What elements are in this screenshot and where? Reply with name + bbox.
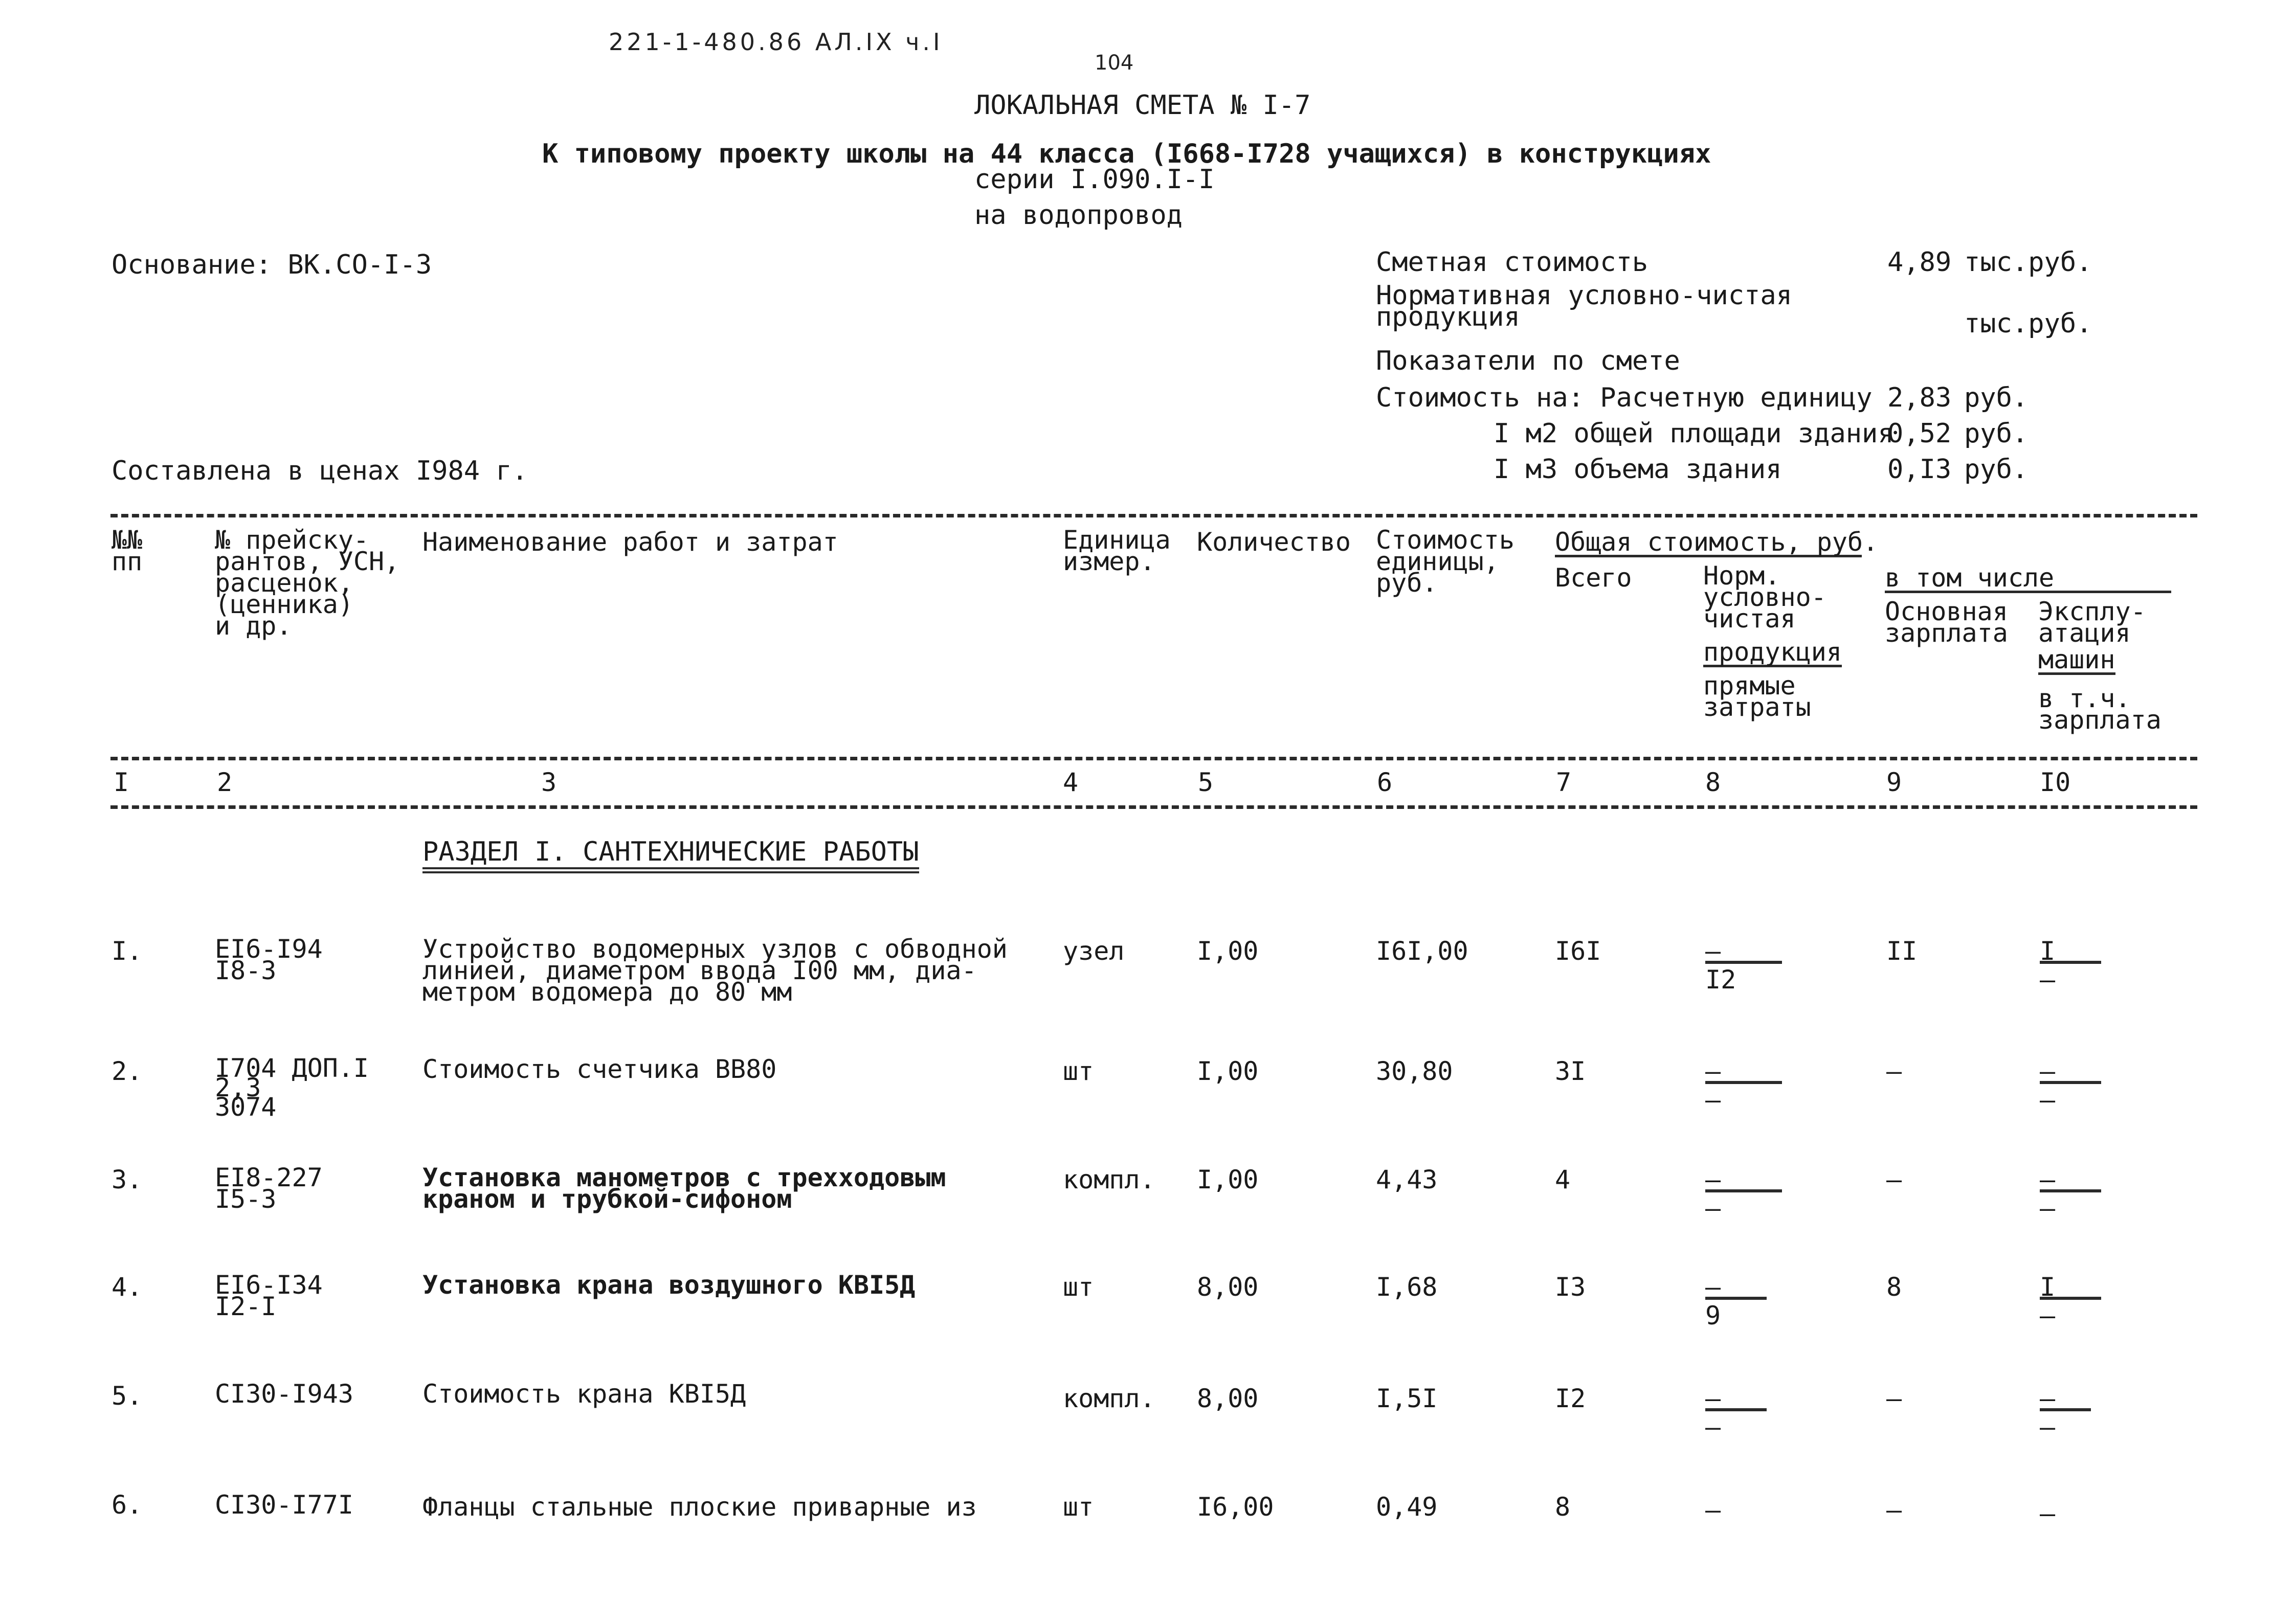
row-machine-salary-value: – [2040,1412,2056,1442]
row-base-salary: – [1886,1384,1902,1413]
col-number-1: I [114,768,129,797]
cost-per-unit-value: 2,83 [1887,382,1952,413]
col-header-number: №№ пп [112,525,143,576]
row-normative-fraction [1705,1386,1767,1440]
row-quantity: I,00 [1197,1165,1259,1194]
row-work-name: Фланцы стальные плоские приварные из [422,1492,977,1522]
estimated-cost-value: 4,89 [1887,247,1952,278]
row-machine-salary-value: – [2040,965,2056,995]
row-normative-value: – [1705,1167,1782,1192]
row-machine-salary-value: – [2040,1085,2056,1115]
row-unit-cost: 30,80 [1376,1056,1453,1086]
document-title: ЛОКАЛЬНАЯ СМЕТА № I-7 [974,90,1311,121]
col-number-8: 8 [1705,768,1721,797]
volume-cost-unit: руб. [1964,454,2029,485]
row-normative-value: – [1705,1274,1767,1300]
col-header-total-group: Общая стоимость, руб. [1555,527,1879,557]
col-header-direct-costs: прямые затраты [1703,671,1811,722]
row-base-salary: – [1886,1056,1902,1086]
row-total: 3I [1555,1056,1586,1086]
row-unit: узел [1063,936,1125,966]
row-machine-fraction [2040,1167,2101,1221]
col-header-total: Всего [1555,563,1632,593]
row-unit-cost: I,68 [1376,1272,1438,1302]
row-normative-fraction [1705,1167,1782,1221]
row-direct-costs-value: – [1705,1193,1721,1223]
row-total: 8 [1555,1492,1571,1522]
col-header-including-group: в том числе [1885,565,2171,593]
table-top-rule [110,514,2197,517]
row-direct-costs-value: – [1705,1412,1721,1442]
col-header-unit: Единица измер. [1063,525,1171,576]
row-normative-value: – [1705,1386,1767,1411]
row-total: 4 [1555,1165,1571,1194]
col-header-unit-cost: Стоимость единицы, руб. [1376,525,1514,598]
col-number-5: 5 [1198,768,1214,797]
row-direct-costs-value: I2 [1705,965,1736,995]
row-unit-cost: 4,43 [1376,1165,1438,1194]
normative-output-label: Нормативная условно-чистая продукция [1376,280,1792,332]
row-machine-value: – [2040,1058,2101,1084]
row-code: EI8-227 I5-3 [215,1163,323,1214]
row-normative-fraction [1705,1058,1782,1113]
page-number: 104 [1095,51,1134,75]
volume-cost-value: 0,I3 [1887,454,1952,485]
row-machine-fraction [2040,1058,2101,1113]
project-line-2: серии I.090.I-I [974,164,1215,195]
row-machine-value: – [2040,1499,2056,1528]
col-number-10: I0 [2040,768,2071,797]
indicators-label: Показатели по смете [1376,346,1680,376]
row-unit: компл. [1063,1384,1155,1413]
row-machine-value: – [2040,1167,2101,1192]
row-unit-cost: I,5I [1376,1384,1438,1413]
row-number: 2. [112,1056,143,1086]
col-header-base-salary: Основная зарплата [1885,597,2008,648]
row-base-salary: 8 [1886,1272,1902,1302]
area-cost-label: I м2 общей площади здания [1494,418,1894,449]
col-number-9: 9 [1886,768,1902,797]
row-work-name: Установка крана воздушного КВI5Д [422,1270,916,1300]
row-quantity: 8,00 [1197,1272,1259,1302]
row-code: EI6-I94 I8-3 [215,934,323,985]
col-header-normative-product: продукция [1703,637,1842,667]
area-cost-value: 0,52 [1887,418,1952,449]
row-normative-fraction [1705,1274,1767,1328]
estimated-cost-unit: тыс.руб. [1964,247,2092,278]
section-title: РАЗДЕЛ I. САНТЕХНИЧЕСКИЕ РАБОТЫ [422,839,919,873]
col-header-normative: Норм. условно- чистая [1703,561,1826,634]
row-unit: шт [1063,1272,1094,1302]
row-unit: шт [1063,1056,1094,1086]
row-unit-cost: 0,49 [1376,1492,1438,1522]
row-machine-fraction [2040,1386,2091,1440]
estimated-cost-label: Сметная стоимость [1376,247,1648,278]
row-normative-value: – [1705,1058,1782,1084]
row-machine-value: I [2040,1274,2101,1300]
row-quantity: I6,00 [1197,1492,1274,1522]
row-direct-costs-value: 9 [1705,1301,1721,1330]
row-machine-fraction [2040,1274,2101,1328]
row-unit: компл. [1063,1165,1155,1194]
handwritten-archive-code: 221-1-480.86 АЛ.IX ч.I [609,28,943,56]
row-machine-salary-value: – [2040,1193,2056,1223]
normative-output-unit: тыс.руб. [1964,308,2092,339]
row-total: I6I [1555,936,1601,966]
row-unit: шт [1063,1492,1094,1522]
basis-reference: Основание: ВК.СО-I-3 [112,250,432,280]
row-number: 5. [112,1381,143,1411]
col-number-2: 2 [217,768,233,797]
col-header-machines: машин [2038,645,2115,674]
row-direct-costs-value: – [1705,1085,1721,1115]
project-line-1: К типовому проекту школы на 44 класса (I668-I728 учащихся) в конструкциях [542,139,1711,169]
col-number-3: 3 [541,768,557,797]
volume-cost-label: I м3 объема здания [1494,454,1782,485]
row-work-name: Стоимость счетчика ВВ80 [422,1054,777,1084]
header-bottom-rule [110,757,2197,760]
row-quantity: 8,00 [1197,1384,1259,1413]
col-header-quantity: Количество [1197,527,1351,557]
row-work-name: Установка манометров с трехходовым краном и трубкой-сифоном [422,1163,946,1214]
col-header-work-name: Наименование работ и затрат [422,527,838,557]
col-header-machine-operation: Эксплу- атация [2038,597,2146,648]
row-total: I3 [1555,1272,1586,1302]
row-normative-fraction [1705,938,1782,993]
row-code: I704 ДОП.I 2,3 3074 [215,1053,369,1122]
col-header-price-list: № прейску- рантов, УСН, расценок, (ценника) и др. [215,525,400,641]
row-quantity: I,00 [1197,1056,1259,1086]
row-code: CI30-I77I [215,1490,353,1520]
col-number-4: 4 [1063,768,1079,797]
row-machine-value: I [2040,938,2101,964]
row-machine-fraction [2040,938,2101,993]
row-machine-value: – [2040,1386,2091,1411]
row-normative-value: – [1705,1495,1721,1525]
row-base-salary: II [1886,936,1918,966]
row-number: 4. [112,1272,143,1302]
row-total: I2 [1555,1384,1586,1413]
row-code: EI6-I34 I2-I [215,1270,323,1321]
row-work-name: Устройство водомерных узлов с обводной линией, диаметром ввода I00 мм, диа- метром водомера до 80 мм [422,934,1008,1007]
row-base-salary: – [1886,1165,1902,1194]
row-unit-cost: I6I,00 [1376,936,1468,966]
cost-per-unit-label: Стоимость на: Расчетную единицу [1376,382,1873,413]
cost-per-unit-unit: руб. [1964,382,2029,413]
row-quantity: I,00 [1197,936,1259,966]
row-number: 3. [112,1165,143,1194]
col-number-6: 6 [1377,768,1393,797]
row-normative-value: – [1705,938,1782,964]
row-machine-salary-value: – [2040,1301,2056,1330]
row-number: 6. [112,1490,143,1520]
row-code: CI30-I943 [215,1379,353,1409]
col-header-incl-salary: в т.ч. зарплата [2038,684,2162,735]
project-line-3: на водопровод [974,200,1183,231]
row-base-salary: – [1886,1495,1902,1525]
row-number: I. [112,936,143,966]
prices-year: Составлена в ценах I984 г. [112,456,528,486]
row-work-name: Стоимость крана КВI5Д [422,1379,746,1409]
column-number-rule [110,805,2197,809]
col-number-7: 7 [1556,768,1572,797]
area-cost-unit: руб. [1964,418,2029,449]
